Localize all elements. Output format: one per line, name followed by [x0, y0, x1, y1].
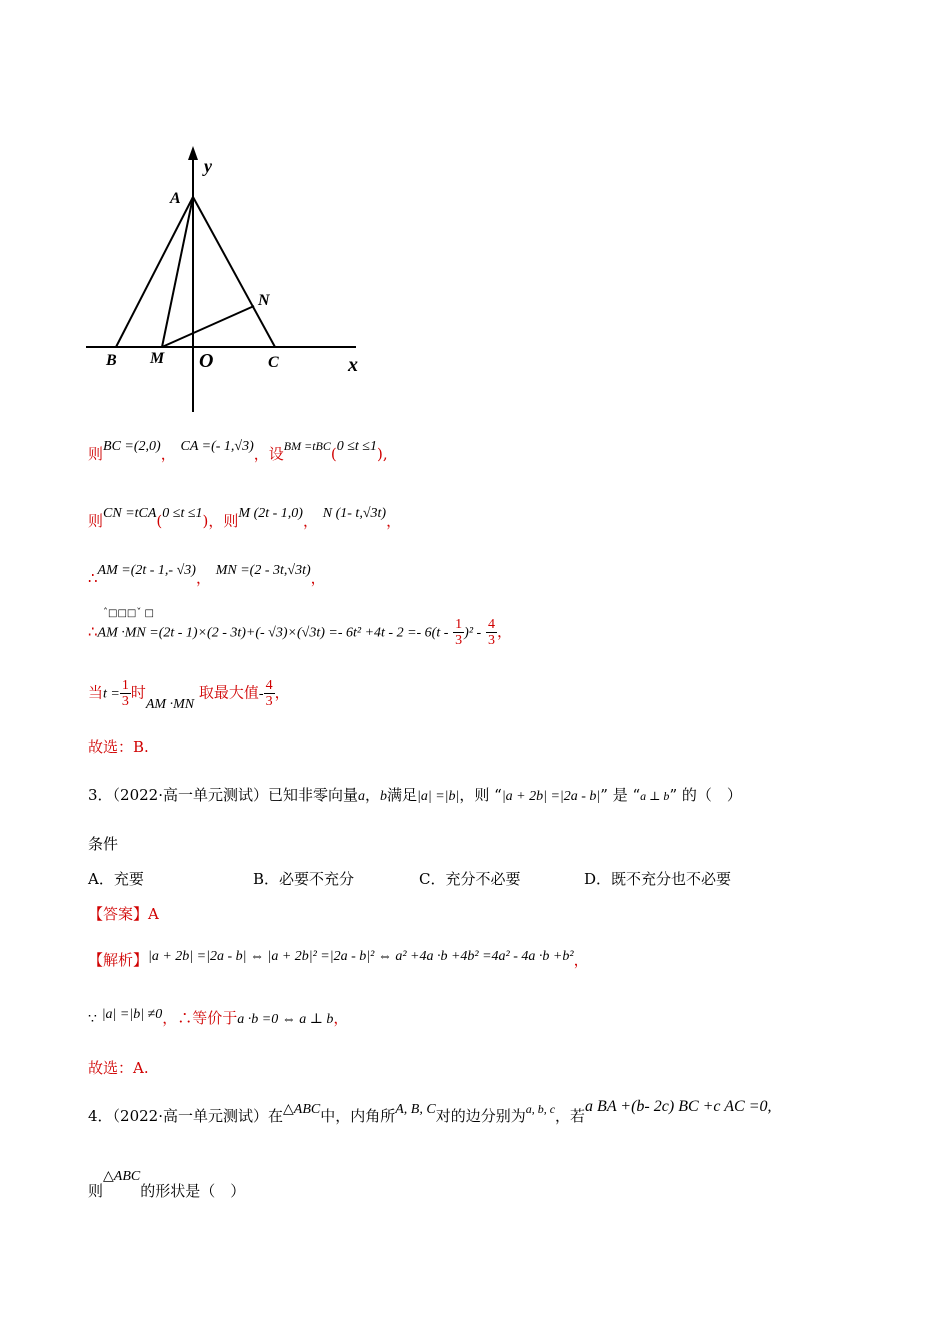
paren: )， [202, 512, 224, 530]
vector-mn: MN =(2 - 3t,√3t) [215, 563, 311, 578]
label-o: O [199, 350, 214, 372]
triangle-abc: △ABC [103, 1169, 141, 1184]
text-ze: 则 [223, 512, 239, 530]
y-axis-arrow [188, 146, 198, 160]
question-3-stem: 3．（2022·高一单元测试）已知非零向量a，b满足|a| =|b|，则 “|a + 2b| =|2a - b|” 是 “a ⊥ b” 的（ ） [88, 786, 742, 804]
vector-am: AM =(2t - 1,- √3) [97, 563, 196, 578]
fraction-4-3: $\frac{4}{3}$ [487, 617, 495, 648]
t-equals: t = [103, 686, 120, 702]
label-m: M [150, 350, 165, 367]
magnitude-condition: |a| =|b| [417, 789, 460, 804]
label-c: C [268, 354, 279, 371]
q3-conclusion: 故选：A. [88, 1059, 149, 1077]
answer-value: A [148, 905, 159, 923]
solution-line-5 [88, 678, 290, 712]
option-c[interactable]: C．充分不必要 [419, 870, 521, 888]
sep: ， [386, 512, 402, 530]
label-n: N [258, 292, 270, 309]
point-m: M (2t - 1,0) [238, 506, 303, 521]
fraction-1-3: $\frac{1}{3}$ [121, 678, 129, 709]
vector-equation: a BA +(b- 2c) BC +c AC =0, [585, 1098, 772, 1115]
solution-line-2 [88, 506, 402, 531]
since-expr: |a| =|b| ≠0 [101, 1007, 163, 1022]
vector-bc: BC =(2,0) [103, 439, 161, 454]
option-b[interactable]: B．必要不充分 [253, 870, 355, 888]
minus: - [258, 686, 264, 702]
paren: ( [156, 512, 163, 530]
sep: ， [160, 445, 176, 463]
paren: ( [330, 445, 337, 463]
question-4-intro: 4．（2022·高一单元测试）在 [88, 1107, 283, 1125]
vector-bm: BM =tBC [283, 439, 331, 453]
therefore-symbol: ∴ [88, 569, 98, 587]
angles-abc: A, B, C [395, 1102, 436, 1117]
therefore-symbol: ∴ [88, 622, 98, 641]
vector-a: a [358, 789, 365, 804]
segment-ac [193, 197, 275, 347]
dot-product-expr-tail: )² - [464, 625, 482, 641]
text-ze: 则 [88, 445, 104, 463]
text-time: 时 [130, 683, 146, 702]
vector-b: b [380, 789, 388, 804]
text-ze: 则 [88, 512, 104, 530]
label-x: x [348, 354, 358, 376]
vector-ca: CA =(- 1,√3) [180, 439, 254, 454]
question-4-continuation: 则△ABC的形状是（ ） [88, 1169, 246, 1200]
segment-ab [116, 197, 193, 347]
t-range: 0 ≤t ≤1 [162, 506, 203, 521]
sep: ， [302, 512, 318, 530]
sep: ， [195, 569, 211, 587]
magnitude-equation: |a + 2b| =|2a - b| [501, 789, 601, 804]
label-y: y [204, 156, 212, 176]
equivalence-expr: a ·b =0 ⇔ a ⊥ b [237, 1012, 334, 1027]
question-3-continuation: 条件 [88, 835, 119, 853]
sep: ， [253, 445, 269, 463]
solution-line-4 [88, 617, 512, 648]
label-b: B [106, 352, 117, 369]
question-4-stem: 4．（2022·高一单元测试）在△ABC中，内角所A, B, C对的边分别为$^{a, b, c}$，若a BA +(b- 2c) BC +c AC =0, [88, 1098, 772, 1125]
option-d[interactable]: D．既不充分也不必要 [584, 870, 732, 888]
vector-marks: ˆ□□□ˇ □ [103, 608, 154, 619]
solution-line-3 [88, 563, 326, 588]
answer-line [88, 903, 159, 924]
dot-product: AM ·MN [145, 696, 195, 712]
fraction-4-3: $\frac{4}{3}$ [265, 678, 273, 709]
sep: ， [310, 569, 326, 587]
analysis-expr: |a + 2b| =|2a - b| ⇔ |a + 2b|² =|2a - b|² ⇔ a² +4a ·b +4b² =4a² - 4a ·b +b² [148, 949, 574, 964]
solution-line-1 [88, 439, 388, 464]
solution-conclusion: 故选：B. [88, 738, 149, 756]
option-a[interactable]: A．充要 [88, 870, 144, 888]
triangle-abc: △ABC [283, 1102, 321, 1117]
sides-abc: a, b, c [525, 1102, 556, 1116]
analysis-label: 【解析】 [88, 951, 149, 969]
fraction-1-3: $\frac{1}{3}$ [455, 617, 463, 648]
point-n: N (1- t,√3t) [322, 506, 387, 521]
vector-cn: CN =tCA [103, 506, 157, 521]
segment-am [162, 197, 193, 347]
dot-product-expr: AM ·MN =(2t - 1)×(2 - 3t)+(- √3)×(√3t) =- 6t² +4t - 2 =- 6(t - [97, 625, 449, 641]
question-3-intro: 3．（2022·高一单元测试）已知非零向量 [88, 786, 358, 804]
perpendicular-condition: a ⊥ b [640, 789, 670, 803]
answer-label: 【答案】 [88, 905, 149, 923]
since-line: ∵ |a| =|b| ≠0，∴等价于a ·b =0 ⇔ a ⊥ b， [88, 1007, 349, 1027]
label-a: A [170, 190, 181, 207]
segment-mn [162, 306, 254, 347]
sep: ， [496, 622, 512, 641]
analysis-line: 【解析】|a + 2b| =|2a - b| ⇔ |a + 2b|² =|2a - b|² ⇔ a² +4a ·b +4b² =4a² - 4a ·b +b²， [88, 949, 589, 969]
text-set: 设 [268, 445, 284, 463]
text-max: 取最大值 [198, 683, 259, 702]
triangle-figure [80, 140, 380, 420]
text-when: 当 [88, 683, 104, 702]
because-symbol: ∵ [88, 1012, 97, 1027]
t-range: 0 ≤t ≤1 [336, 439, 377, 454]
sep: ， [274, 683, 290, 702]
paren: ), [377, 445, 388, 463]
